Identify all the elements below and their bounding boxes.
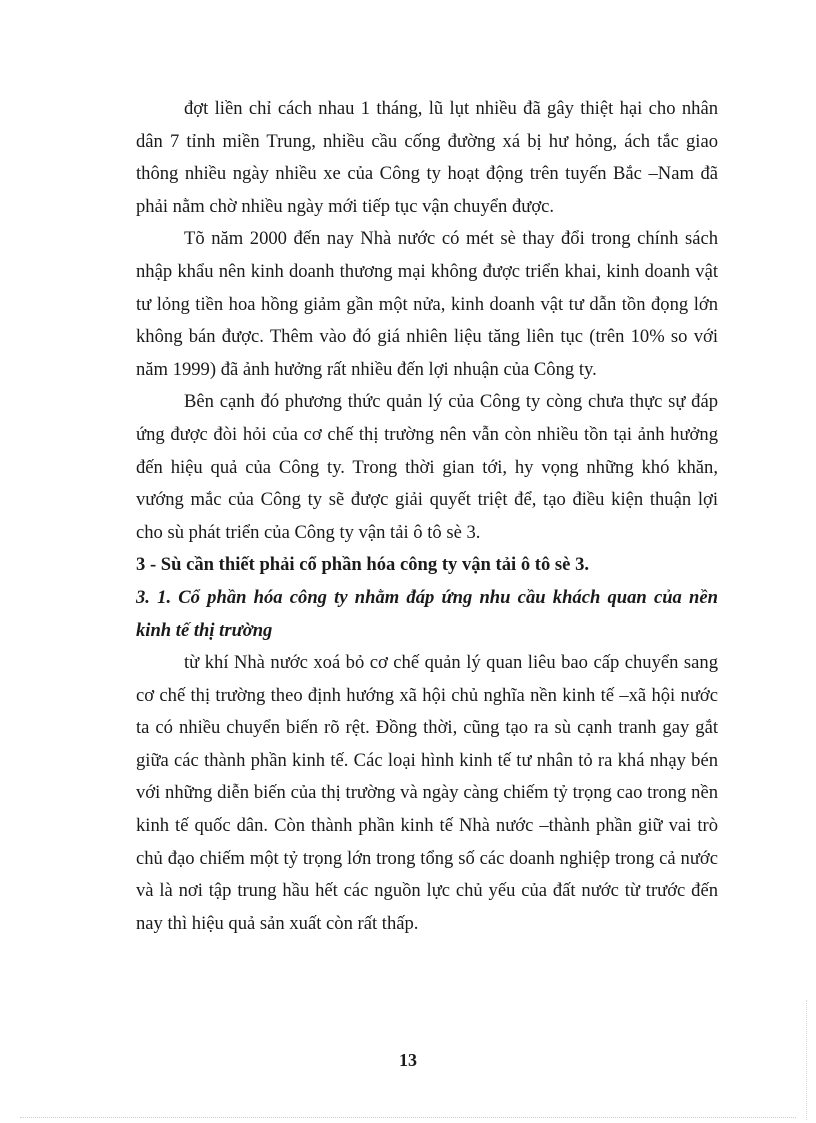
footer-divider <box>20 1117 796 1118</box>
section-heading: 3 - Sù cần thiết phải cổ phần hóa công ty vận tải ô tô sè 3. <box>136 554 590 576</box>
side-divider <box>806 1000 807 1120</box>
paragraph-3: Bên cạnh đó phương thức quản lý của Công ty còng chưa thực sự đáp ứng được đòi hỏi của cơ chế thị trường nên vẫn còn nhiều tồn tại ảnh hưởng đến hiệu quả của Công ty. Trong thời gian tới, hy vọng những khó khăn, vướng mắc của Công ty sẽ được giải quyết triệt để, tạo điều kiện thuận lợi cho sù phát triển của Công ty vận tải ô tô sè 3. <box>136 391 718 543</box>
paragraph-2: Tõ năm 2000 đến nay Nhà nước có mét sè thay đổi trong chính sách nhập khẩu nên kinh doanh thương mại không được triển khai, kinh doanh vật tư lỏng tiền hoa hồng giảm gần một nửa, kinh doanh vật tư dẫn tồn đọng lớn không bán được. Thêm vào đó giá nhiên liệu tăng liên tục (trên 10% so với năm 1999) đã ảnh hưởng rất nhiều đến lợi nhuận của Công ty. <box>136 228 718 380</box>
page-number: 13 <box>399 1050 417 1070</box>
body-text <box>136 93 718 940</box>
paragraph-4: từ khí Nhà nước xoá bỏ cơ chế quản lý quan liêu bao cấp chuyển sang cơ chế thị trường theo định hướng xã hội chủ nghĩa nền kinh tế –xã hội nước ta có nhiều chuyển biến rõ rệt. Đồng thời, cũng tạo ra sù cạnh tranh gay gắt giữa các thành phần kinh tế. Các loại hình kinh tế tư nhân tỏ ra khá nhạy bén với những diễn biến của thị trường và ngày càng chiếm tỷ trọng cao trong nền kinh tế quốc dân. Còn thành phần kinh tế Nhà nước –thành phần giữ vai trò chủ đạo chiếm một tỷ trọng lớn trong tổng số các doanh nghiệp trong cả nước và là nơi tập trung hầu hết các nguồn lực chủ yếu của đất nước từ trước đến nay thì hiệu quả sản xuất còn rất thấp. <box>136 652 718 934</box>
subsection-heading: 3. 1. Cổ phần hóa công ty nhằm đáp ứng nhu cầu khách quan của nền kinh tế thị trường <box>136 586 718 641</box>
paragraph-1: đợt liền chỉ cách nhau 1 tháng, lũ lụt nhiều đã gây thiệt hại cho nhân dân 7 tỉnh miền Trung, nhiều cầu cống đường xá bị hư hỏng, ách tắc giao thông nhiều ngày nhiều xe của Công ty hoạt động trên tuyến Bắc –Nam đã phải nằm chờ nhiều ngày mới tiếp tục vận chuyển được. <box>136 98 718 217</box>
